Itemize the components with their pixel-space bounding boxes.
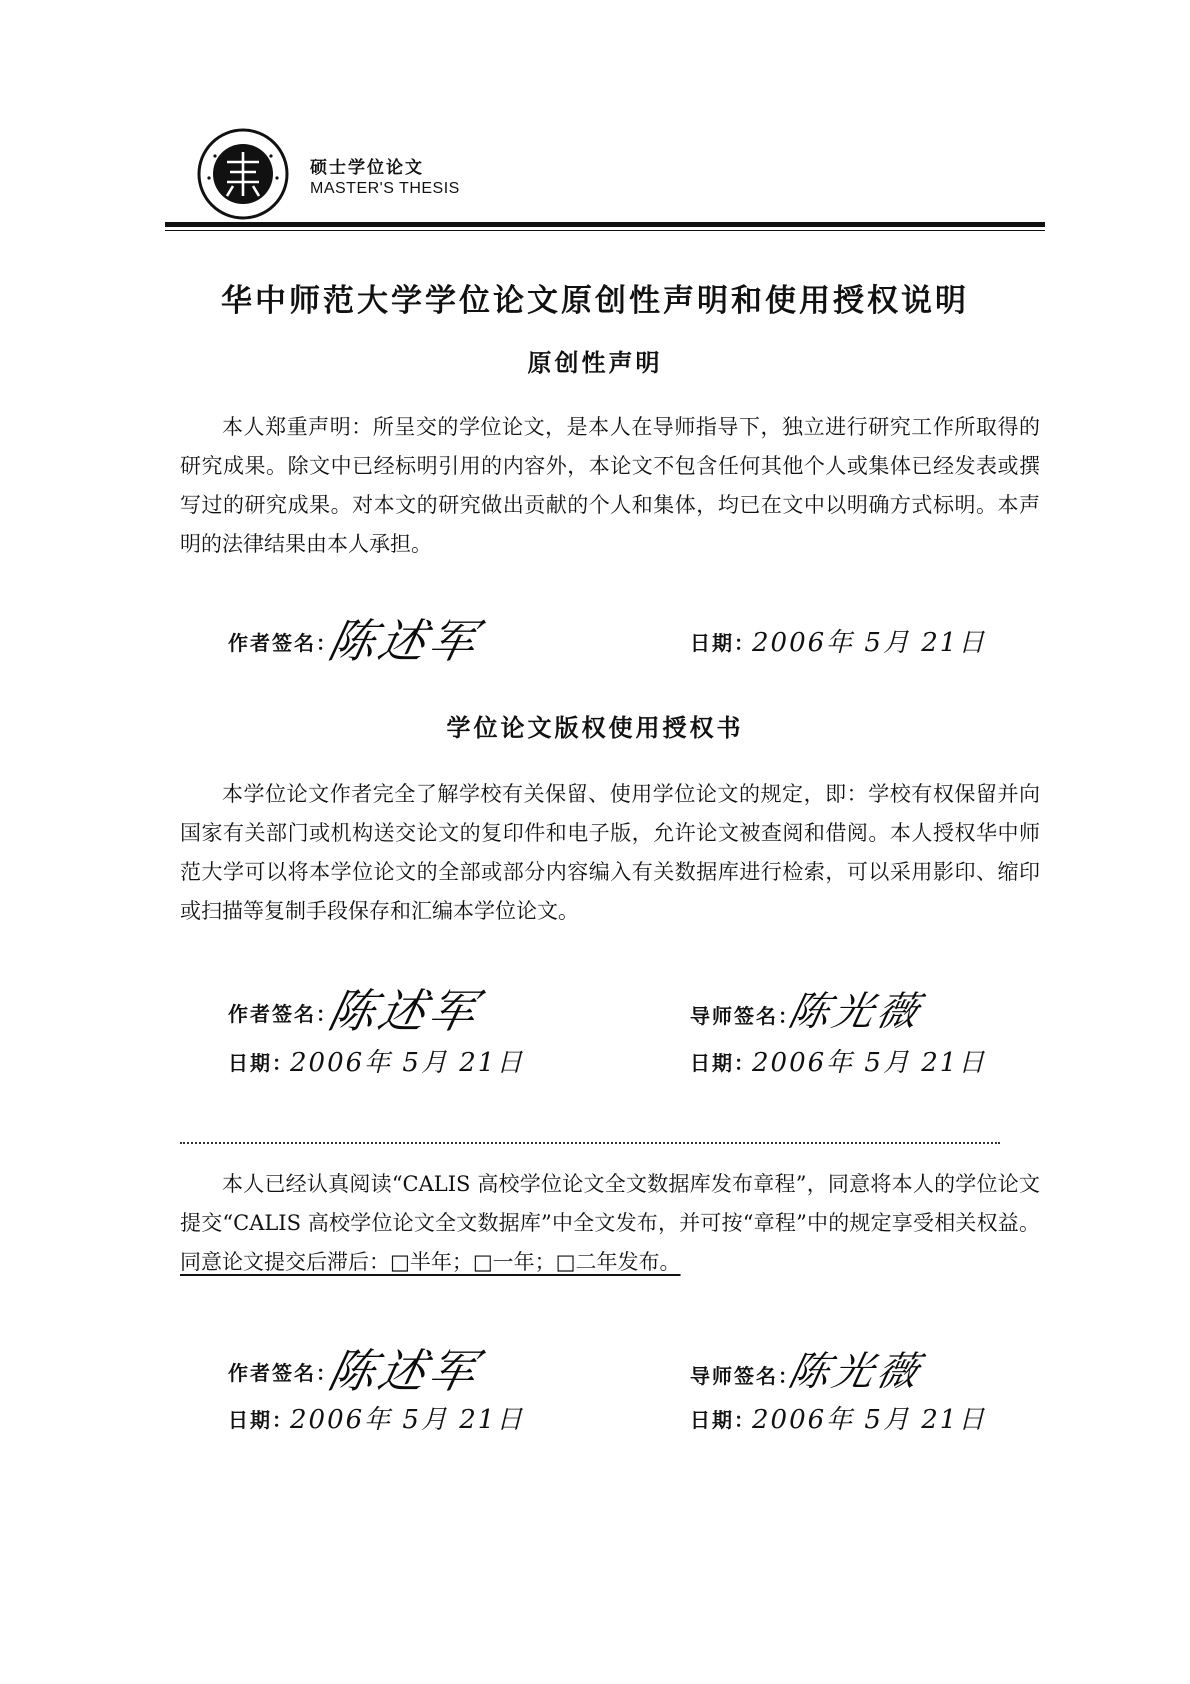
calis-delay-options: 同意论文提交后滞后：□半年；□一年；□二年发布。	[180, 1250, 681, 1274]
author-signature-label: 作者签名：	[228, 631, 338, 655]
calis-text: 本人已经认真阅读“CALIS 高校学位论文全文数据库发布章程”，同意将本人的学位论文提交“CALIS 高校学位论文全文数据库”中全文发布，并可按“章程”中的规定享受相关权益。	[180, 1172, 1040, 1235]
calis-paragraph	[180, 1165, 1040, 1282]
author-date-value: 2006年 5月 21日	[290, 1405, 525, 1435]
header-rule-thick	[165, 222, 1045, 227]
supervisor-signature-label: 导师签名：	[690, 1004, 800, 1028]
author-signature: 陈述军	[323, 614, 486, 668]
authorization-title: 学位论文版权使用授权书	[446, 713, 744, 742]
header-title-en: MASTER'S THESIS	[310, 180, 460, 197]
dotted-separator	[180, 1142, 1000, 1144]
date-label: 日期：	[690, 631, 756, 655]
university-seal-logo	[197, 128, 289, 220]
document-title: 华中师范大学学位论文原创性声明和使用授权说明	[221, 283, 969, 319]
header-title-cn: 硕士学位论文	[310, 158, 424, 178]
supervisor-signature: 陈光薇	[784, 1349, 927, 1395]
header-rule-thin	[165, 230, 1045, 231]
author-date-value: 2006年 5月 21日	[290, 1048, 525, 1078]
author-signature: 陈述军	[323, 984, 486, 1038]
author-signature-label: 作者签名：	[228, 1361, 338, 1385]
author-date-label: 日期：	[228, 1408, 294, 1432]
supervisor-date-value: 2006年 5月 21日	[752, 1048, 987, 1078]
authorization-paragraph: 本学位论文作者完全了解学校有关保留、使用学位论文的规定，即：学校有权保留并向国家有关部门或机构送交论文的复印件和电子版，允许论文被查阅和借阅。本人授权华中师范大学可以将本学位论文的全部或部分内容编入有关数据库进行检索，可以采用影印、缩印或扫描等复制手段保存和汇编本学位论文。	[180, 782, 1040, 923]
originality-paragraph: 本人郑重声明：所呈交的学位论文，是本人在导师指导下，独立进行研究工作所取得的研究成果。除文中已经标明引用的内容外，本论文不包含任何其他个人或集体已经发表或撰写过的研究成果。对本文的研究做出贡献的个人和集体，均已在文中以明确方式标明。本声明的法律结果由本人承担。	[180, 415, 1040, 556]
supervisor-signature-label: 导师签名：	[690, 1364, 800, 1388]
date-value: 2006年 5月 21日	[752, 628, 987, 658]
originality-title: 原创性声明	[527, 348, 663, 377]
supervisor-date-label: 日期：	[690, 1408, 756, 1432]
supervisor-signature: 陈光薇	[784, 989, 927, 1035]
supervisor-date-label: 日期：	[690, 1051, 756, 1075]
author-date-label: 日期：	[228, 1051, 294, 1075]
author-signature: 陈述军	[323, 1344, 486, 1398]
supervisor-date-value: 2006年 5月 21日	[752, 1405, 987, 1435]
author-signature-label: 作者签名：	[228, 1002, 338, 1026]
